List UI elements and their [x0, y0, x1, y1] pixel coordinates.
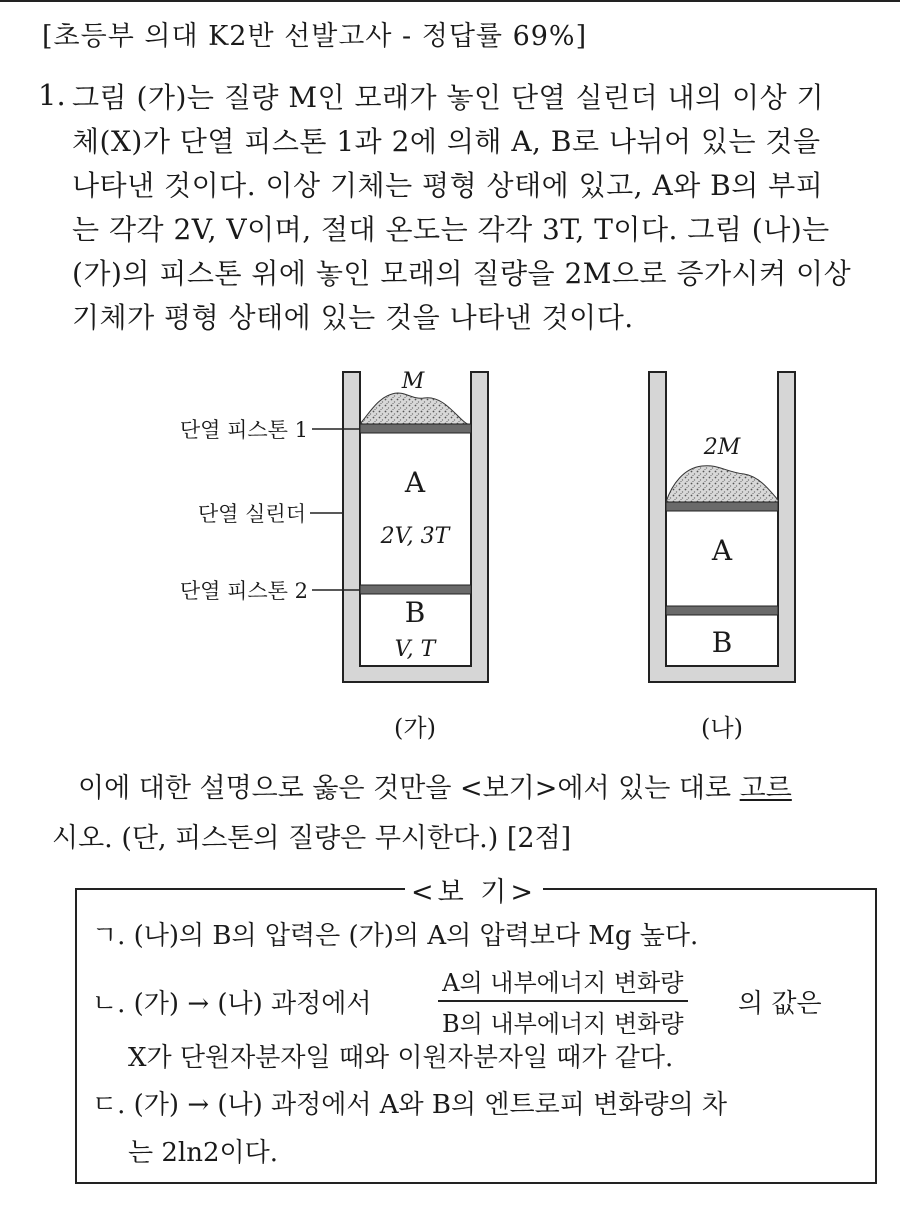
question-text	[72, 76, 862, 340]
caption-na: (나)	[701, 714, 743, 742]
instruction-text	[52, 764, 872, 864]
piston-2	[360, 585, 471, 594]
piston-2-right	[666, 606, 778, 615]
question-line: 나타낸 것이다. 이상 기체는 평형 상태에 있고, A와 B의 부피	[72, 169, 824, 202]
question-line: 기체가 평형 상태에 있는 것을 나타낸 것이다.	[72, 301, 634, 334]
chamber-b-right: B	[711, 626, 733, 659]
chamber-b-left: B	[404, 596, 426, 629]
sand-pile-right	[666, 466, 778, 502]
piston-1-right	[666, 502, 778, 511]
instruction-line-2: 시오. (단, 피스톤의 질량은 무시한다.) [2점]	[52, 823, 572, 854]
instruction-underlined: 고르	[739, 773, 792, 804]
chamber-a-right: A	[711, 534, 733, 567]
cylinder-right	[649, 372, 795, 742]
exam-header: [초등부 의대 K2반 선발고사 - 정답률 69%]	[42, 21, 588, 52]
chamber-a-state: 2V, 3T	[380, 524, 450, 549]
label-piston-2: 단열 피스톤 2	[179, 579, 308, 603]
question-line: (가)의 피스톤 위에 놓인 모래의 질량을 2M으로 증가시켜 이상	[72, 257, 852, 290]
energy-ratio-fraction	[438, 963, 688, 1039]
caption-ga: (가)	[394, 714, 436, 742]
piston-1	[360, 424, 471, 433]
chamber-b-state: V, T	[394, 637, 436, 662]
option-nieun: ㄴ. (가) → (나) 과정에서	[92, 989, 372, 1019]
chamber-a-left: A	[404, 466, 426, 499]
cylinder-diagram	[0, 350, 900, 760]
question-line: 그림 (가)는 질량 M인 모래가 놓인 단열 실린더 내의 이상 기	[72, 81, 825, 114]
instruction-line-1: 이에 대한 설명으로 옳은 것만을 <보기>에서 있는 대로	[78, 773, 740, 804]
label-piston-1: 단열 피스톤 1	[179, 418, 308, 442]
cylinder-left	[180, 369, 488, 742]
option-digeut: ㄷ. (가) → (나) 과정에서 A와 B의 엔트로피 변화량의 차	[92, 1090, 727, 1120]
option-nieun-tail: 의 값은	[738, 989, 822, 1019]
label-cylinder: 단열 실린더	[197, 502, 306, 526]
question-number: 1.	[38, 78, 66, 112]
sand-mass-left: M	[401, 369, 425, 394]
top-border	[0, 0, 900, 2]
fraction-numerator: A의 내부에너지 변화량	[438, 963, 688, 1002]
bogi-title: <보 기>	[405, 870, 543, 909]
question-line: 는 각각 2V, V이며, 절대 온도는 각각 3T, T이다. 그림 (나)는	[72, 213, 830, 246]
question-line: 체(X)가 단열 피스톤 1과 2에 의해 A, B로 나뉘어 있는 것을	[72, 125, 821, 158]
option-giyeok: ㄱ. (나)의 B의 압력은 (가)의 A의 압력보다 Mg 높다.	[92, 921, 699, 951]
sand-pile-left	[360, 393, 468, 424]
fraction-denominator: B의 내부에너지 변화량	[442, 1010, 684, 1038]
option-nieun-line2: X가 단원자분자일 때와 이원자분자일 때가 같다.	[128, 1043, 674, 1073]
sand-mass-right: 2M	[703, 435, 741, 460]
option-digeut-line2: 는 2ln2이다.	[128, 1138, 279, 1168]
